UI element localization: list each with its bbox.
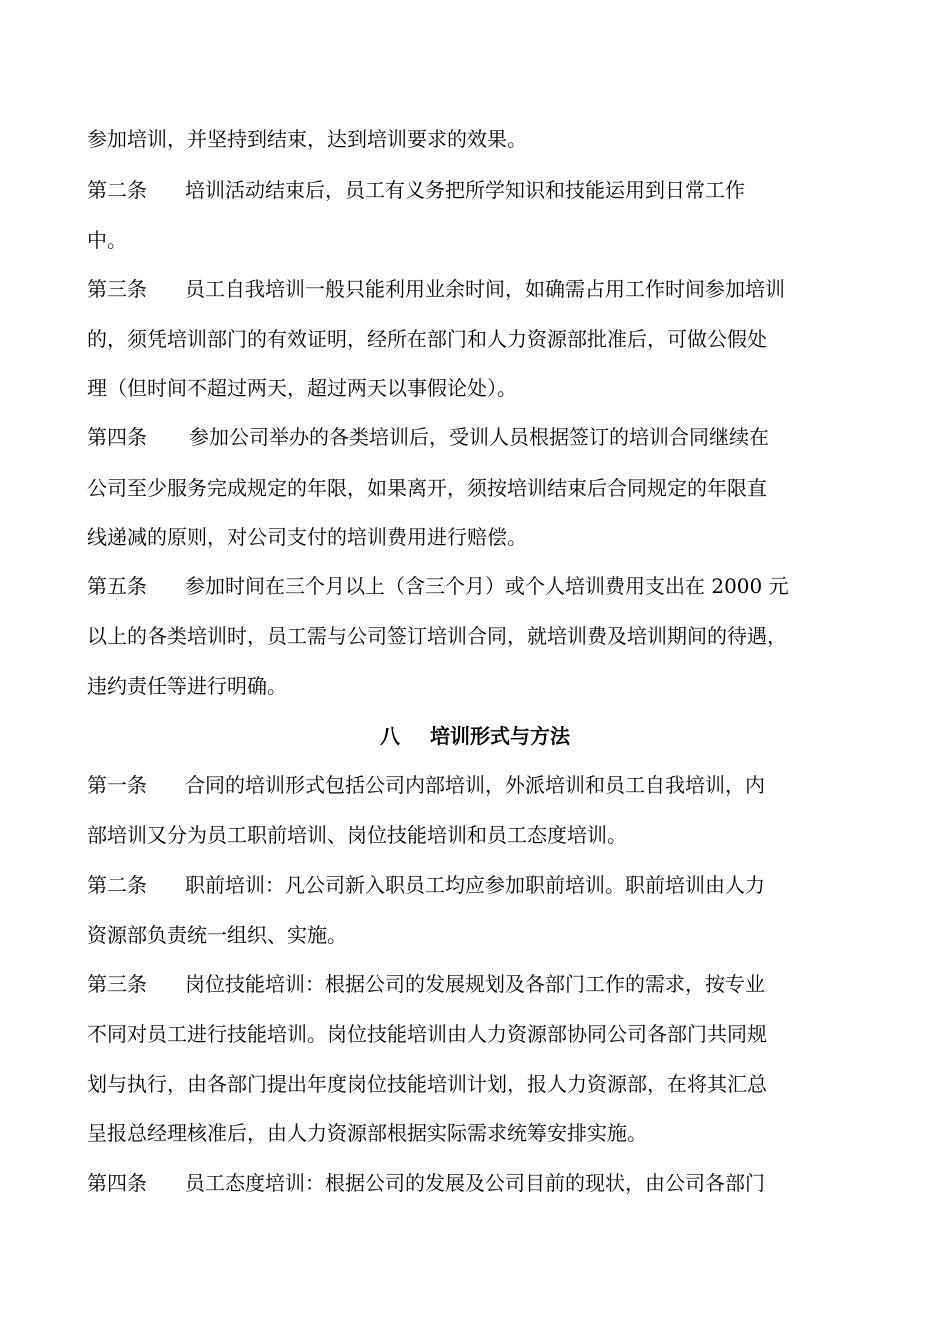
article-label: 第三条 — [87, 972, 147, 996]
text-line: 中。 — [87, 228, 127, 252]
text-line: 线递减的原则，对公司支付的培训费用进行赔偿。 — [87, 525, 527, 549]
text-line: 不同对员工进行技能培训。岗位技能培训由人力资源部协同公司各部门共同规 — [87, 1022, 767, 1046]
section-number: 八 — [380, 724, 400, 748]
section-heading — [0, 724, 950, 748]
text-line: 以上的各类培训时，员工需与公司签订培训合同，就培训费及培训期间的待遇， — [87, 624, 787, 648]
text-line: 公司至少服务完成规定的年限，如果离开，须按培训结束后合同规定的年限直 — [87, 476, 767, 500]
section-title: 培训形式与方法 — [430, 724, 570, 748]
article-text: 职前培训：凡公司新入职员工均应参加职前培训。职前培训由人力 — [185, 873, 765, 897]
article-line — [87, 972, 765, 996]
article-text: 员工自我培训一般只能利用业余时间，如确需占用工作时间参加培训 — [185, 277, 785, 301]
article-label: 第四条 — [87, 425, 147, 449]
text-line: 资源部负责统一组织、实施。 — [87, 923, 347, 947]
article-line — [87, 873, 765, 897]
article-label: 第二条 — [87, 178, 147, 202]
article-line — [87, 425, 769, 449]
text-line: 划与执行，由各部门提出年度岗位技能培训计划，报人力资源部，在将其汇总 — [87, 1072, 767, 1096]
article-text: 参加公司举办的各类培训后，受训人员根据签订的培训合同继续在 — [189, 425, 769, 449]
article-label: 第一条 — [87, 773, 147, 797]
text-line: 的，须凭培训部门的有效证明，经所在部门和人力资源部批准后，可做公假处 — [87, 327, 767, 351]
article-label: 第五条 — [87, 574, 147, 598]
article-label: 第四条 — [87, 1171, 147, 1195]
text-line: 部培训又分为员工职前培训、岗位技能培训和员工态度培训。 — [87, 823, 627, 847]
text-line: 理（但时间不超过两天，超过两天以事假论处）。 — [87, 376, 517, 400]
article-label: 第二条 — [87, 873, 147, 897]
article-line — [87, 1171, 765, 1195]
article-text: 岗位技能培训：根据公司的发展规划及各部门工作的需求，按专业 — [185, 972, 765, 996]
article-line — [87, 773, 765, 797]
article-line — [87, 277, 785, 301]
article-text: 合同的培训形式包括公司内部培训，外派培训和员工自我培训，内 — [185, 773, 765, 797]
text-line: 参加培训，并坚持到结束，达到培训要求的效果。 — [87, 127, 527, 151]
article-text: 员工态度培训：根据公司的发展及公司目前的现状，由公司各部门 — [185, 1171, 765, 1195]
article-label: 第三条 — [87, 277, 147, 301]
article-line — [87, 178, 745, 202]
text-line: 呈报总经理核准后，由人力资源部根据实际需求统筹安排实施。 — [87, 1121, 647, 1145]
article-text: 参加时间在三个月以上（含三个月）或个人培训费用支出在 2000 元 — [185, 574, 789, 598]
article-line — [87, 574, 789, 598]
article-text: 培训活动结束后，员工有义务把所学知识和技能运用到日常工作 — [185, 178, 745, 202]
text-line: 违约责任等进行明确。 — [87, 674, 287, 698]
